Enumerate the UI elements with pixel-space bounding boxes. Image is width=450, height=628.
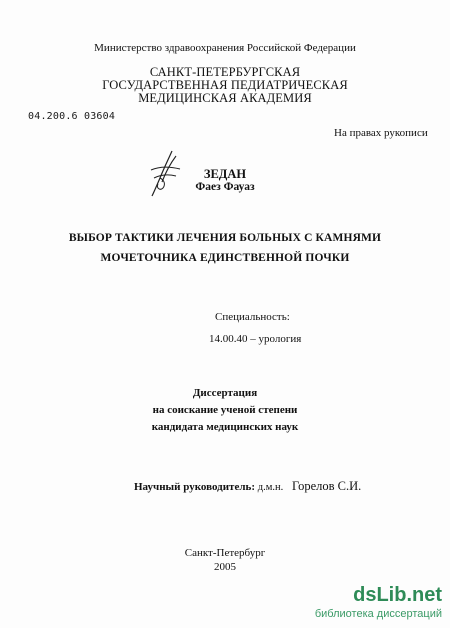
university-line-2: ГОСУДАРСТВЕННАЯ ПЕДИАТРИЧЕСКАЯ [102, 78, 348, 92]
title-line-2: МОЧЕТОЧНИКА ЕДИНСТВЕННОЙ ПОЧКИ [100, 252, 350, 264]
university-name [0, 66, 450, 105]
watermark-logo: dsLib.net [353, 584, 442, 606]
author-given-names: Фаез Фауаз [195, 181, 255, 193]
dissertation-block [0, 385, 450, 436]
rights-note: На правах рукописи [334, 127, 428, 139]
supervisor-name: Горелов С.И. [291, 479, 362, 493]
supervisor-label: Научный руководитель: [134, 481, 255, 493]
specialty-value: 14.00.40 – урология [209, 333, 302, 345]
registration-stamp: 04.200.6 03604 [28, 111, 116, 122]
dslib-watermark[interactable] [314, 584, 448, 624]
dissertation-line-3: кандидата медицинских наук [151, 421, 299, 433]
ministry-line: Министерство здравоохранения Российской Федерации [94, 42, 356, 54]
dissertation-line-2: на соискание ученой степени [152, 404, 298, 416]
city: Санкт-Петербург [184, 547, 266, 559]
watermark-subtitle: библиотека диссертаций [314, 608, 442, 620]
dissertation-title [0, 228, 450, 268]
year: 2005 [214, 561, 236, 573]
university-line-3: МЕДИЦИНСКАЯ АКАДЕМИЯ [138, 91, 312, 105]
title-line-1: ВЫБОР ТАКТИКИ ЛЕЧЕНИЯ БОЛЬНЫХ С КАМНЯМИ [68, 232, 382, 244]
specialty-label: Специальность: [215, 311, 290, 323]
supervisor-degree: д.м.н. [257, 482, 284, 493]
place-and-year [0, 546, 450, 574]
supervisor-line [134, 479, 361, 494]
author-surname: ЗЕДАН [203, 167, 247, 181]
dissertation-line-1: Диссертация [192, 387, 258, 399]
university-line-1: САНКТ-ПЕТЕРБУРГСКАЯ [149, 65, 301, 79]
